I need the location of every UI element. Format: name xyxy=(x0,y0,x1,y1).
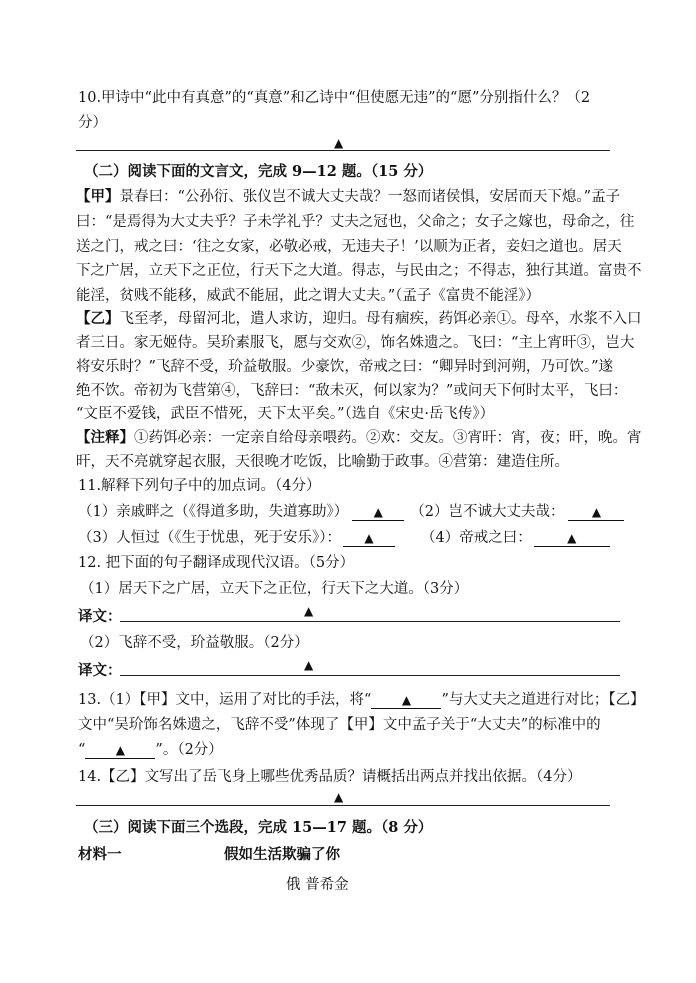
jia-line-1: 【甲】景春曰：“公孙衍、张仪岂不诚大丈夫哉？一怒而诸侯惧，安居而天下熄。”孟子 xyxy=(76,188,621,205)
q11-row-1 xyxy=(78,500,624,521)
yi-line-4: 绝不饮。帝初为飞营第④，飞辞曰：“敌未灭，何以家为？”或问天下何时太平，飞曰： xyxy=(76,383,628,399)
q10-line1: 10.甲诗中“此中有真意”的“真意”和乙诗中“但使愿无违”的“愿”分别指什么？（2 xyxy=(78,90,591,106)
yi-label: 【乙】 xyxy=(76,310,120,327)
answer-line[interactable] xyxy=(76,805,610,806)
q11-item-3: （3）人恒过（《生于忧患，死于安乐》）： xyxy=(78,530,341,546)
answer-blank[interactable]: ▲ xyxy=(534,531,610,547)
answer-line xyxy=(76,150,610,151)
jia-label: 【甲】 xyxy=(76,188,120,205)
q13-line-1: 13.（1）【甲】文中，运用了对比的手法，将“ ▲ ”与大丈夫之道进行对比；【乙】 xyxy=(78,692,645,708)
answer-blank[interactable]: ▲ xyxy=(371,693,441,709)
jia-line-2: 曰：“是焉得为大丈夫乎？子未学礼乎？丈夫之冠也，父命之；女子之嫁也，母命之，往 xyxy=(76,214,635,230)
note-line-1: 【注释】①药饵必亲：一定亲自给母亲喂药。②欢：交友。③宵旰：宵，夜；旰，晚。宵 xyxy=(76,429,642,446)
q11-title: 11.解释下列句子中的加点词。（4分） xyxy=(78,478,321,494)
answer-blank[interactable]: ▲ xyxy=(343,531,395,547)
q11-item-2: （2）岂不诚大丈夫哉： xyxy=(410,504,565,520)
note-label: 【注释】 xyxy=(76,429,134,446)
note-line-2: 旰，天不亮就穿起衣服，天很晚才吃饭，比喻勤于政事。④营第：建造住所。 xyxy=(76,454,569,470)
answer-line[interactable] xyxy=(120,621,620,622)
answer-line[interactable] xyxy=(120,675,620,676)
poem-author: 俄 普希金 xyxy=(286,877,349,893)
section2-header: （二）阅读下面的文言文，完成 9—12 题。（15 分） xyxy=(84,163,433,180)
answer-blank[interactable]: ▲ xyxy=(85,743,155,759)
q12-sentence-2: （2）飞辞不受，玠益敬服。（2分） xyxy=(80,635,309,651)
answer-marker: ▲ xyxy=(334,790,344,804)
yi-line-3: 将安乐时？”飞辞不受，玠益敬服。少豪饮，帝戒之曰：“卿异时到河朔，乃可饮。”遂 xyxy=(76,359,613,375)
jia-line-5: 能淫，贫贱不能移，威武不能屈，此之谓大丈夫。”（孟子《富贵不能淫》） xyxy=(76,288,541,304)
answer-blank[interactable]: ▲ xyxy=(352,505,404,521)
answer-blank[interactable]: ▲ xyxy=(568,505,624,521)
q11-item-1: （1）亲戚畔之（《得道多助，失道寡助》） xyxy=(78,504,349,520)
material-label: 材料一 xyxy=(78,846,122,863)
yi-line-5: “文臣不爱钱，武臣不惜死，天下太平矣。”（选自《宋史·岳飞传》） xyxy=(76,406,495,422)
q13-line-2: 文中“吴玠饰名姝遗之，飞辞不受”体现了【甲】文中孟子关于“大丈夫”的标准中的 xyxy=(78,717,601,733)
answer-marker: ▲ xyxy=(304,658,314,672)
translation-label: 译文： xyxy=(78,608,122,625)
yi-line-2: 者三日。家无姬侍。吴玠素服飞，愿与交欢②，饰名姝遗之。飞曰：“主上宵旰③，岂大 xyxy=(76,335,635,351)
q11-row-2 xyxy=(78,526,610,547)
q12-title: 12. 把下面的句子翻译成现代汉语。（5分） xyxy=(78,555,355,571)
q11-item-4: （4）帝戒之曰： xyxy=(420,530,532,546)
q14-title: 14.【乙】文写出了岳飞身上哪些优秀品质？请概括出两点并找出依据。（4分） xyxy=(78,769,582,785)
answer-marker: ▲ xyxy=(304,604,314,618)
jia-line-4: 下之广居，立天下之正位，行天下之大道。得志，与民由之；不得志，独行其道。富贵不 xyxy=(76,263,642,279)
yi-line-1: 【乙】飞至孝，母留河北，遣人求访，迎归。母有痼疾，药饵必亲①。母卒，水浆不入口 xyxy=(76,310,642,327)
answer-marker: ▲ xyxy=(334,136,344,150)
jia-line-3: 送之门，戒之曰：‘往之女家，必敬必戒，无违夫子！’以顺为正者，妾妇之道也。居天 xyxy=(76,239,622,255)
q13-line-3: “ ▲ ”。（2分） xyxy=(78,742,223,758)
q10-line2: 分） xyxy=(78,115,107,131)
section3-header: （三）阅读下面三个选段，完成 15—17 题。（8 分） xyxy=(84,819,433,836)
translation-label: 译文： xyxy=(78,662,122,679)
poem-title: 假如生活欺骗了你 xyxy=(224,846,340,863)
q12-sentence-1: （1）居天下之广居，立天下之正位，行天下之大道。（3分） xyxy=(80,581,469,597)
